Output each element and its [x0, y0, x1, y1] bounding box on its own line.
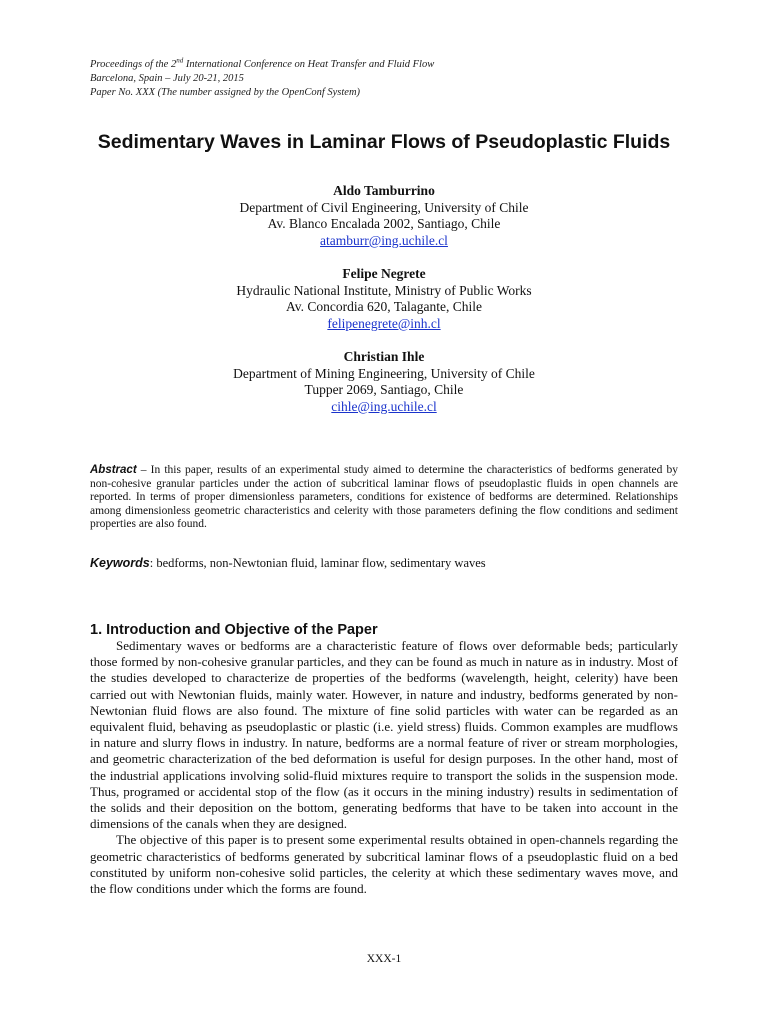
keywords-label: Keywords: [90, 556, 150, 570]
proceedings-line: [90, 58, 690, 72]
author-block: [90, 349, 678, 415]
conference-location-date: Barcelona, Spain – July 20-21, 2015: [90, 73, 244, 84]
author-list: [90, 183, 678, 415]
proceedings-conference: International Conference on Heat Transfer and Fluid Flow: [183, 59, 435, 70]
page-number: XXX-1: [366, 953, 402, 965]
author-email-link[interactable]: atamburr@ing.uchile.cl: [320, 232, 448, 248]
section-heading: 1. Introduction and Objective of the Paper: [90, 622, 378, 638]
section-body: [90, 638, 678, 897]
author-affiliation: Department of Mining Engineering, University of Chile: [233, 365, 535, 381]
body-paragraph: Sedimentary waves or bedforms are a characteristic feature of flows over deformable beds; particularly those formed by non-cohesive granular particles, and they can be found as much in nature as in industry. Most of the studies developed to characterize de properties of the bedforms (wavelength, height, celerity) have been carried out with Newtonian fluids, mainly water. However, in nature and industry, bedforms generated by non-Newtonian fluid flows are also found. The mixture of fine solid particles with water can be regarded as an equivalent fluid, behaving as pseudoplastic or plastic (i.e. yield stress) fluids. Common examples are mudflows in nature and slurry flows in industry. In nature, bedforms are a normal feature of river or stream morphologies, and geometric characterization of the bed deformation is useful for design purposes. In the other hand, most of the industrial applications involving solid-fluid mixtures require to transport the solids in the suspension mode. Thus, programed or accidental stop of the flow (as it occurs in the mining industry) results in sedimentation of the solids and their deposition on the bottom, generating bedforms that have to be taken into account in the dimensions of the canals when they are designed.: [90, 638, 678, 832]
author-block: [90, 266, 678, 332]
author-address: Tupper 2069, Santiago, Chile: [304, 382, 464, 397]
author-email-link[interactable]: felipenegrete@inh.cl: [327, 315, 441, 331]
author-name: Christian Ihle: [343, 349, 425, 364]
author-name: Aldo Tamburrino: [333, 183, 435, 198]
paper-number: Paper No. XXX (The number assigned by the OpenConf System): [90, 87, 361, 98]
abstract-label: Abstract: [90, 464, 137, 476]
abstract-text: – In this paper, results of an experimental study aimed to determine the characteristics of bedforms generated by non-cohesive granular particles under the action of subcritical laminar flows of pseudoplastic fluids in open channels are reported. In terms of proper dimensionless parameters, conditions for existence of bedforms are determined. Relationships among dimensionless geometric characteristics and celerity with those parameters defining the flow conditions and sediment properties are also found.: [90, 464, 678, 531]
keywords: [90, 556, 678, 571]
author-affiliation: Department of Civil Engineering, University of Chile: [239, 199, 529, 215]
proceedings-name: Proceedings of the 2: [90, 59, 177, 70]
paper-title: Sedimentary Waves in Laminar Flows of Pseudoplastic Fluids: [97, 131, 671, 153]
ordinal-suffix: nd: [176, 56, 184, 65]
author-address: Av. Blanco Encalada 2002, Santiago, Chile: [267, 216, 501, 231]
body-paragraph: The objective of this paper is to present some experimental results obtained in open-channels regarding the geometric characteristics of bedforms generated by subcritical laminar flows of a pseudoplastic fluid on a bed constituted by uniform non-cohesive solid particles, the celerity at which these sedimentary waves move, and the flow conditions under which the forms are found.: [90, 832, 678, 897]
proceedings-header: [90, 58, 690, 100]
author-email-link[interactable]: cihle@ing.uchile.cl: [331, 398, 437, 414]
author-address: Av. Concordia 620, Talagante, Chile: [285, 299, 482, 314]
abstract: [90, 464, 678, 532]
author-name: Felipe Negrete: [342, 266, 426, 281]
author-affiliation: Hydraulic National Institute, Ministry of Public Works: [236, 282, 532, 298]
author-block: [90, 183, 678, 249]
keywords-text: : bedforms, non-Newtonian fluid, laminar flow, sedimentary waves: [149, 556, 486, 570]
